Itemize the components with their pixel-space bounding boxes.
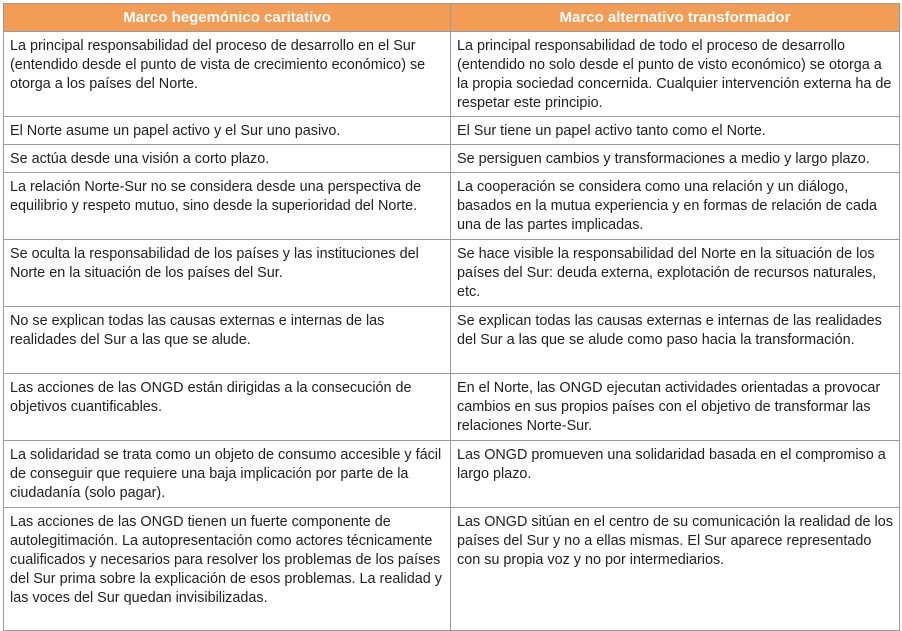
table-row	[4, 307, 900, 374]
cell-alternative: Las ONGD promueven una solidaridad basada en el compromiso a largo plazo.	[451, 441, 900, 508]
table-row	[4, 145, 900, 173]
header-hegemonic: Marco hegemónico caritativo	[4, 4, 451, 32]
header-alternative: Marco alternativo transformador	[451, 4, 900, 32]
cell-hegemonic: Se oculta la responsabilidad de los países y las instituciones del Norte en la situación de los países del Sur.	[4, 240, 451, 307]
cell-alternative: El Sur tiene un papel activo tanto como el Norte.	[451, 117, 900, 145]
cell-alternative: En el Norte, las ONGD ejecutan actividades orientadas a provocar cambios en sus propios países con el objetivo de transformar las relaciones Norte-Sur.	[451, 374, 900, 441]
table-row	[4, 508, 900, 631]
cell-alternative: Se hace visible la responsabilidad del Norte en la situación de los países del Sur: deuda externa, explotación de recursos naturales, etc.	[451, 240, 900, 307]
comparison-table	[3, 3, 900, 631]
cell-alternative: Se explican todas las causas externas e internas de las realidades del Sur a las que se alude como paso hacia la transformación.	[451, 307, 900, 374]
cell-hegemonic: No se explican todas las causas externas e internas de las realidades del Sur a las que se alude.	[4, 307, 451, 374]
cell-hegemonic: Las acciones de las ONGD están dirigidas a la consecución de objetivos cuantificables.	[4, 374, 451, 441]
table-row	[4, 374, 900, 441]
cell-alternative: Se persiguen cambios y transformaciones a medio y largo plazo.	[451, 145, 900, 173]
table-row	[4, 240, 900, 307]
cell-hegemonic: Se actúa desde una visión a corto plazo.	[4, 145, 451, 173]
table-row	[4, 117, 900, 145]
table-row	[4, 441, 900, 508]
table-row	[4, 32, 900, 117]
table-header-row	[4, 4, 900, 32]
table-row	[4, 173, 900, 240]
cell-alternative: Las ONGD sitúan en el centro de su comunicación la realidad de los países del Sur y no a ellas mismas. El Sur aparece representado con su propia voz y no por intermediarios.	[451, 508, 900, 631]
cell-hegemonic: Las acciones de las ONGD tienen un fuerte componente de autolegitimación. La autopresentación como actores técnicamente cualificados y necesarios para resolver los problemas de los países del Sur prima sobre la explicación de esos problemas. La realidad y las voces del Sur quedan invisibilizadas.	[4, 508, 451, 631]
cell-hegemonic: El Norte asume un papel activo y el Sur uno pasivo.	[4, 117, 451, 145]
cell-hegemonic: La principal responsabilidad del proceso de desarrollo en el Sur (entendido desde el punto de vista de crecimiento económico) se otorga a los países del Norte.	[4, 32, 451, 117]
cell-alternative: La principal responsabilidad de todo el proceso de desarrollo (entendido no solo desde el punto de visto económico) se otorga a la propia sociedad concernida. Cualquier intervención externa ha de respetar este principio.	[451, 32, 900, 117]
cell-alternative: La cooperación se considera como una relación y un diálogo, basados en la mutua experiencia y en formas de relación de cada una de las partes implicadas.	[451, 173, 900, 240]
cell-hegemonic: La solidaridad se trata como un objeto de consumo accesible y fácil de conseguir que requiere una baja implicación por parte de la ciudadanía (solo pagar).	[4, 441, 451, 508]
cell-hegemonic: La relación Norte-Sur no se considera desde una perspectiva de equilibrio y respeto mutuo, sino desde la superioridad del Norte.	[4, 173, 451, 240]
